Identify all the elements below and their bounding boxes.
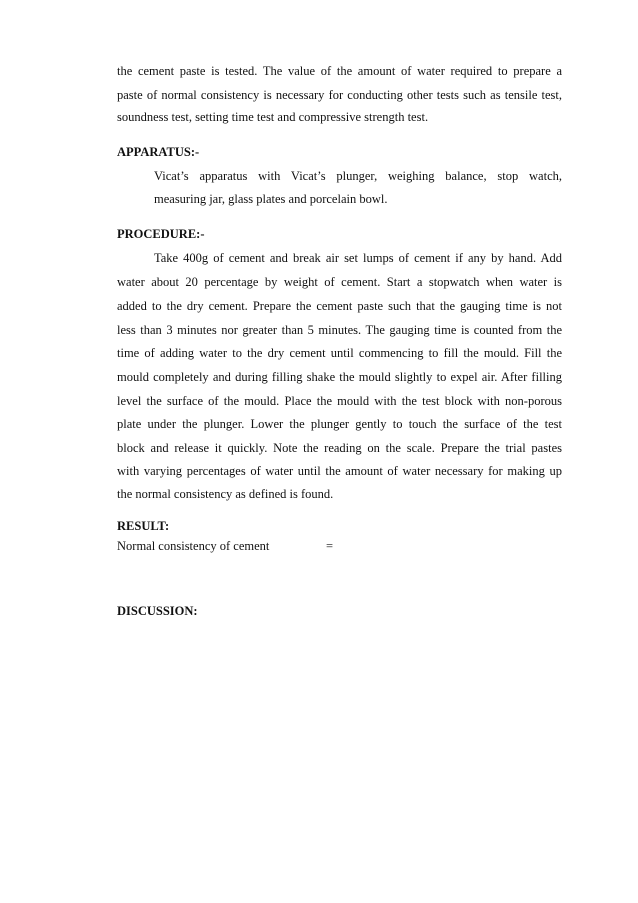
intro-line-1: the cement paste is tested. The value of the amount of water required to prepare a <box>117 64 562 78</box>
result-label: Normal consistency of cement <box>117 539 270 553</box>
procedure-line-11: the normal consistency as defined is found. <box>117 487 334 501</box>
procedure-line-6: mould completely and during filling shake the mould slightly to expel air. After filling <box>117 370 562 384</box>
procedure-line-9: block and release it quickly. Note the reading on the scale. Prepare the trial pastes <box>117 441 562 455</box>
procedure-line-2: water about 20 percentage by weight of cement. Start a stopwatch when water is <box>117 275 562 289</box>
procedure-line-4: less than 3 minutes nor greater than 5 minutes. The gauging time is counted from the <box>117 323 562 337</box>
procedure-heading: PROCEDURE:- <box>117 227 205 241</box>
apparatus-line-1: Vicat’s apparatus with Vicat’s plunger, weighing balance, stop watch, <box>154 169 562 183</box>
procedure-line-5: time of adding water to the dry cement until commencing to fill the mould. Fill the <box>117 346 562 360</box>
intro-line-2: paste of normal consistency is necessary for conducting other tests such as tensile test, <box>117 88 562 102</box>
procedure-line-1: Take 400g of cement and break air set lumps of cement if any by hand. Add <box>154 251 562 265</box>
procedure-line-10: with varying percentages of water until the amount of water necessary for making up <box>117 464 562 478</box>
apparatus-line-2: measuring jar, glass plates and porcelain bowl. <box>154 192 388 206</box>
intro-line-3: soundness test, setting time test and compressive strength test. <box>117 110 429 124</box>
apparatus-heading: APPARATUS:- <box>117 145 200 159</box>
procedure-line-8: plate under the plunger. Lower the plunger gently to touch the surface of the test <box>117 417 562 431</box>
result-heading: RESULT: <box>117 519 170 533</box>
procedure-line-7: level the surface of the mould. Place the mould with the test block with non-porous <box>117 394 562 408</box>
result-equals: = <box>326 539 334 553</box>
discussion-heading: DISCUSSION: <box>117 604 198 618</box>
procedure-line-3: added to the dry cement. Prepare the cement paste such that the gauging time is not <box>117 299 562 313</box>
